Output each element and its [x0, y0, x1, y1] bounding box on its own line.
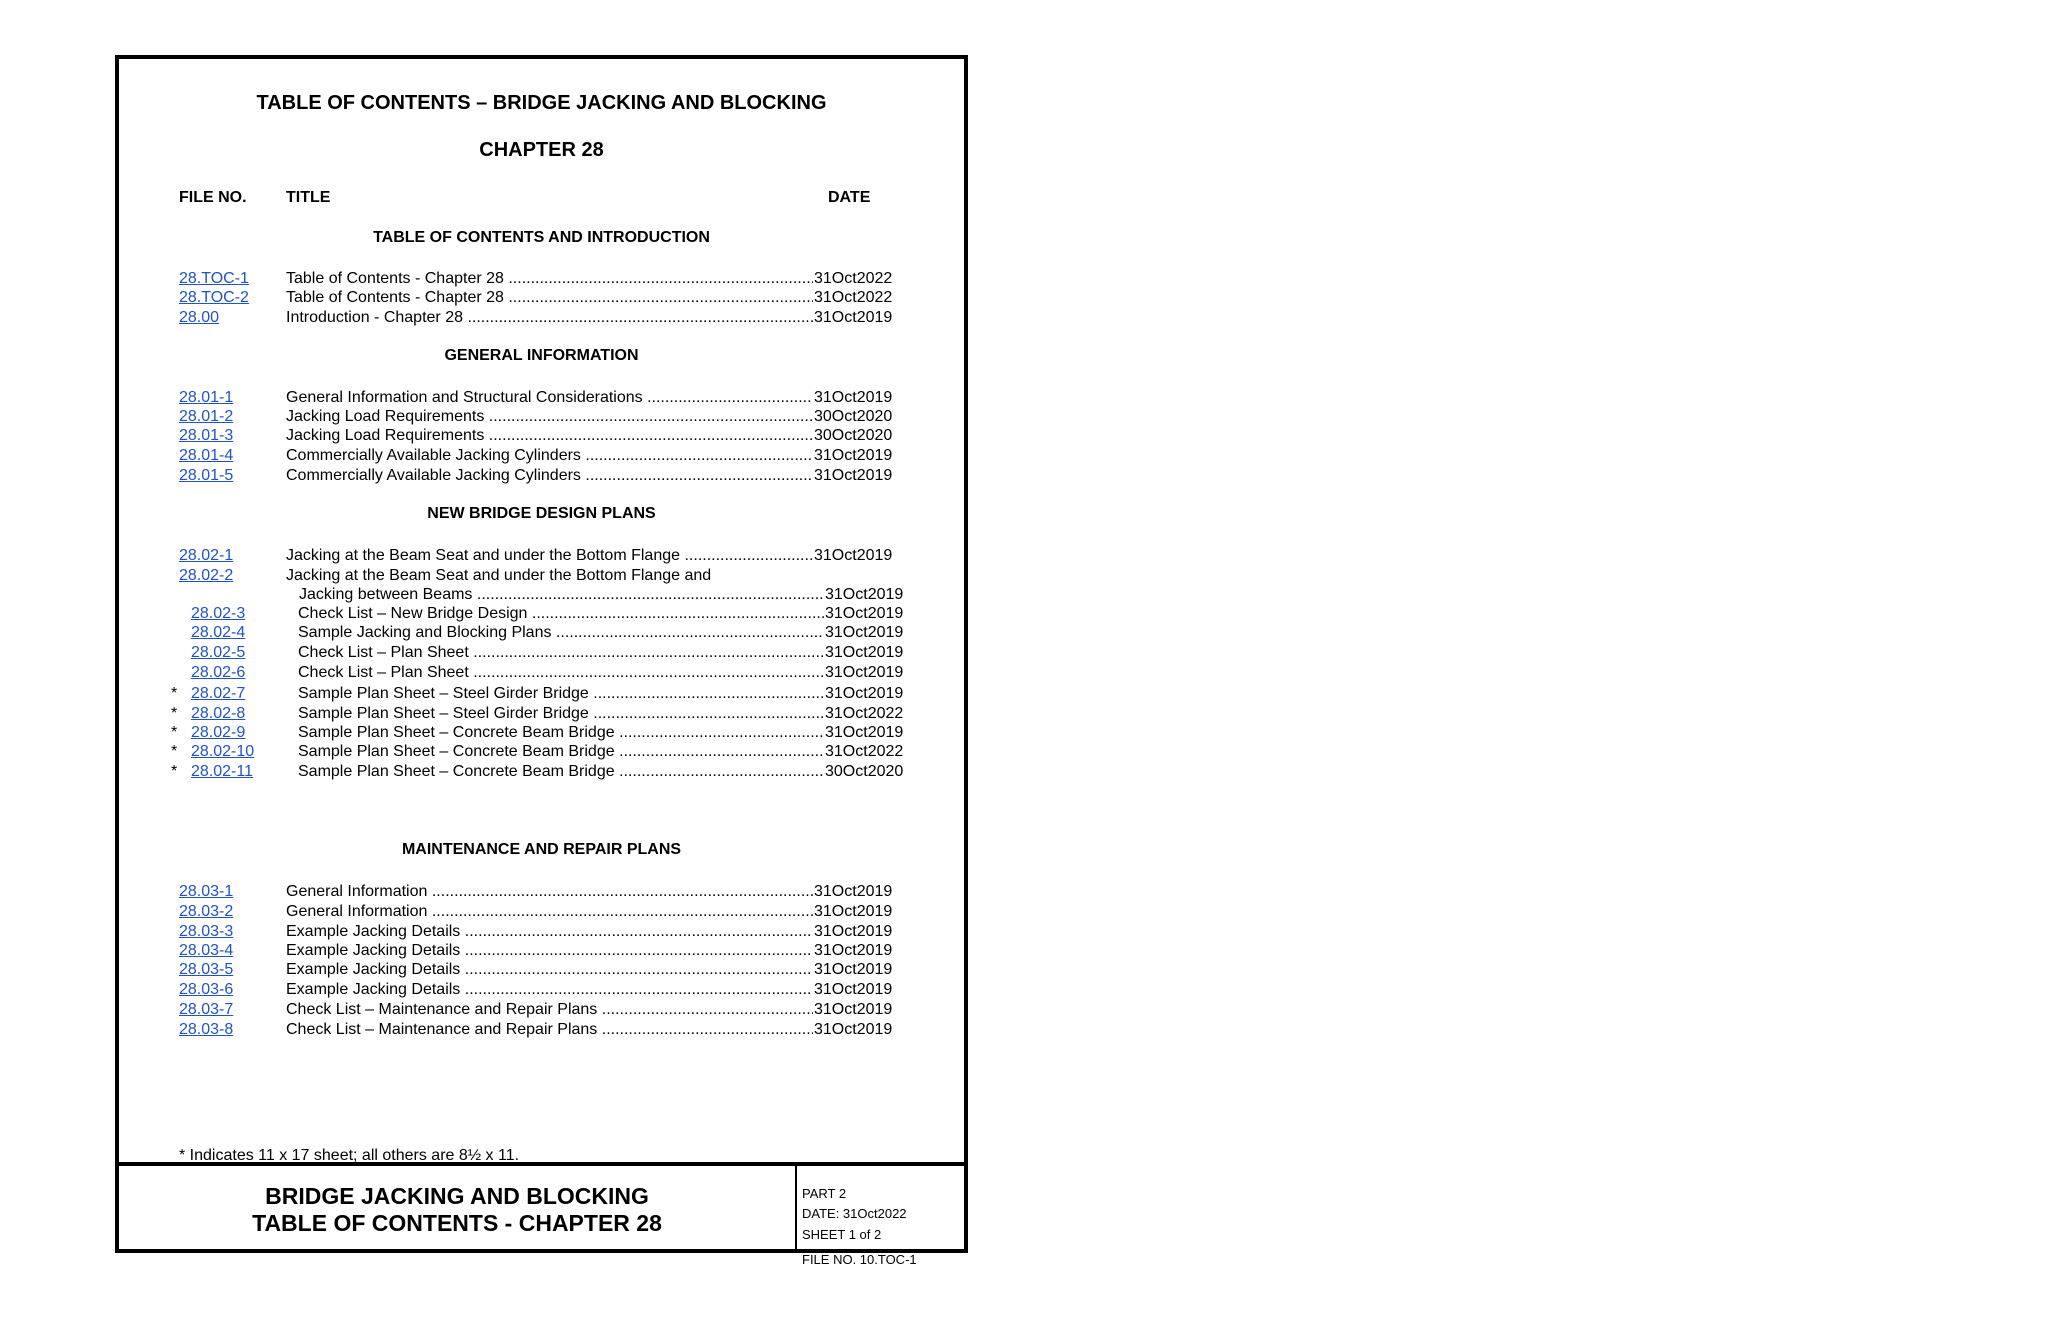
entry-date: 31Oct2022 — [825, 705, 904, 722]
section-heading-toc: TABLE OF CONTENTS AND INTRODUCTION — [373, 229, 710, 246]
entry-date: 31Oct2019 — [814, 1021, 893, 1038]
entry-date: 31Oct2019 — [814, 903, 893, 920]
toc-row — [119, 902, 964, 921]
entry-date: 31Oct2019 — [814, 942, 893, 959]
entry-title: Example Jacking Details ..... — [286, 922, 813, 941]
toc-row — [119, 388, 964, 407]
entry-date: 31Oct2022 — [814, 289, 893, 306]
file-number-link[interactable]: 28.01-3 — [179, 427, 234, 444]
entry-title: Check List – Plan Sheet ..... — [298, 643, 824, 662]
entry-date: 31Oct2019 — [814, 1001, 893, 1018]
entry-date: 31Oct2019 — [814, 923, 893, 940]
file-number-link[interactable]: 28.03-2 — [179, 903, 234, 920]
toc-row — [119, 882, 964, 901]
oversize-sheet-marker: * — [171, 724, 178, 741]
entry-title: Jacking Load Requirements ..... — [286, 407, 813, 426]
file-number-link[interactable]: 28.03-1 — [179, 883, 234, 900]
toc-row — [119, 269, 964, 288]
title-block-file-no: FILE NO. 10.TOC-1 — [802, 1252, 917, 1267]
file-number-link[interactable]: 28.02-10 — [191, 743, 255, 760]
file-number-link[interactable]: 28.03-7 — [179, 1001, 234, 1018]
entry-date: 31Oct2019 — [814, 883, 893, 900]
toc-row — [119, 643, 964, 662]
toc-row — [119, 288, 964, 307]
toc-row — [119, 762, 964, 781]
toc-row-continuation — [119, 585, 964, 604]
file-number-link[interactable]: 28.02-5 — [191, 644, 246, 661]
entry-date: 31Oct2019 — [814, 389, 893, 406]
toc-row — [119, 922, 964, 941]
entry-title: Sample Plan Sheet – Concrete Beam Bridge ..... — [298, 762, 824, 781]
toc-row — [119, 407, 964, 426]
entry-date: 30Oct2020 — [814, 408, 893, 425]
entry-date: 31Oct2019 — [825, 724, 904, 741]
title-block-line-1: BRIDGE JACKING AND BLOCKING — [265, 1183, 649, 1209]
entry-title: General Information and Structural Considerations ..... — [286, 388, 813, 407]
entry-date: 31Oct2019 — [814, 467, 893, 484]
toc-row — [119, 941, 964, 960]
file-number-link[interactable]: 28.01-5 — [179, 467, 234, 484]
toc-row — [119, 684, 964, 703]
entry-title: Sample Jacking and Blocking Plans ..... — [298, 623, 824, 642]
entry-date: 31Oct2019 — [825, 685, 904, 702]
entry-title: Check List – New Bridge Design ..... — [298, 604, 824, 623]
entry-date: 31Oct2019 — [825, 664, 904, 681]
entry-date: 30Oct2020 — [814, 427, 893, 444]
toc-row — [119, 623, 964, 642]
title-block-part: PART 2 — [802, 1186, 847, 1201]
chapter-heading: CHAPTER 28 — [479, 139, 604, 161]
entry-title: Introduction - Chapter 28 ..... — [286, 308, 813, 327]
entry-date: 31Oct2019 — [814, 981, 893, 998]
file-number-link[interactable]: 28.01-2 — [179, 408, 234, 425]
toc-row — [119, 308, 964, 327]
entry-date: 31Oct2022 — [814, 270, 893, 287]
document-title: TABLE OF CONTENTS – BRIDGE JACKING AND BLOCKING — [256, 92, 827, 114]
entry-title: Check List – Maintenance and Repair Plans ..... — [286, 1000, 813, 1019]
file-number-link[interactable]: 28.02-9 — [191, 724, 246, 741]
file-number-link[interactable]: 28.02-7 — [191, 685, 246, 702]
file-number-link[interactable]: 28.03-8 — [179, 1021, 234, 1038]
column-header-title: TITLE — [286, 189, 331, 206]
entry-date: 31Oct2022 — [825, 743, 904, 760]
file-number-link[interactable]: 28.02-1 — [179, 547, 234, 564]
toc-row — [119, 466, 964, 485]
file-number-link[interactable]: 28.02-11 — [191, 763, 253, 780]
oversize-sheet-marker: * — [171, 705, 178, 722]
toc-row — [119, 980, 964, 999]
entry-title: General Information ..... — [286, 882, 813, 901]
footnote: * Indicates 11 x 17 sheet; all others are 8½ x 11. — [179, 1147, 520, 1164]
entry-title: Commercially Available Jacking Cylinders ..... — [286, 466, 813, 485]
entry-title: Sample Plan Sheet – Steel Girder Bridge ..... — [298, 684, 824, 703]
title-block-sheet: SHEET 1 of 2 — [802, 1227, 882, 1242]
entry-title-continuation: Jacking between Beams ..... — [299, 585, 824, 604]
section-heading-new-bridge: NEW BRIDGE DESIGN PLANS — [427, 505, 656, 522]
entry-title: Table of Contents - Chapter 28 ..... — [286, 269, 813, 288]
entry-title: Table of Contents - Chapter 28 ..... — [286, 288, 813, 307]
file-number-link[interactable]: 28.03-5 — [179, 961, 234, 978]
title-block-line-2: TABLE OF CONTENTS - CHAPTER 28 — [252, 1210, 662, 1236]
toc-row — [119, 546, 964, 565]
toc-row — [119, 663, 964, 682]
toc-row — [119, 566, 964, 585]
entry-title: Check List – Maintenance and Repair Plans ..... — [286, 1020, 813, 1039]
file-number-link[interactable]: 28.01-4 — [179, 447, 234, 464]
entry-date: 31Oct2019 — [825, 586, 904, 603]
entry-title: Jacking at the Beam Seat and under the Bottom Flange and — [286, 567, 712, 584]
entry-title: Example Jacking Details ..... — [286, 960, 813, 979]
entry-title: Commercially Available Jacking Cylinders ..... — [286, 446, 813, 465]
entry-date: 31Oct2019 — [814, 961, 893, 978]
toc-row — [119, 604, 964, 623]
file-number-link[interactable]: 28.TOC-2 — [179, 289, 249, 306]
section-heading-general: GENERAL INFORMATION — [444, 347, 639, 364]
toc-row — [119, 426, 964, 445]
entry-date: 30Oct2020 — [825, 763, 904, 780]
entry-date: 31Oct2019 — [814, 447, 893, 464]
toc-row — [119, 1020, 964, 1039]
entry-title: General Information ..... — [286, 902, 813, 921]
toc-row — [119, 960, 964, 979]
entry-title: Example Jacking Details ..... — [286, 941, 813, 960]
file-number-link[interactable]: 28.01-1 — [179, 389, 234, 406]
column-header-file-no: FILE NO. — [179, 189, 247, 206]
oversize-sheet-marker: * — [171, 763, 178, 780]
entry-date: 31Oct2019 — [814, 309, 893, 326]
file-number-link[interactable]: 28.03-6 — [179, 981, 234, 998]
toc-row — [119, 1000, 964, 1019]
file-number-link[interactable]: 28.03-3 — [179, 923, 234, 940]
file-number-link[interactable]: 28.02-2 — [179, 567, 234, 584]
file-number-link[interactable]: 28.02-8 — [191, 705, 246, 722]
file-number-link[interactable]: 28.02-3 — [191, 605, 246, 622]
entry-date: 31Oct2019 — [825, 605, 904, 622]
section-heading-maintenance: MAINTENANCE AND REPAIR PLANS — [401, 841, 682, 858]
entry-title: Sample Plan Sheet – Steel Girder Bridge ..... — [298, 704, 824, 723]
toc-row — [119, 704, 964, 723]
entry-title: Sample Plan Sheet – Concrete Beam Bridge ..... — [298, 742, 824, 761]
entry-title: Check List – Plan Sheet ..... — [298, 663, 824, 682]
entry-date: 31Oct2019 — [825, 644, 904, 661]
title-block-divider — [119, 1162, 964, 1166]
file-number-link[interactable]: 28.00 — [179, 309, 220, 326]
file-number-link[interactable]: 28.02-6 — [191, 664, 246, 681]
entry-date: 31Oct2019 — [814, 547, 893, 564]
oversize-sheet-marker: * — [171, 743, 178, 760]
entry-title: Sample Plan Sheet – Concrete Beam Bridge ..... — [298, 723, 824, 742]
column-header-date: DATE — [828, 189, 871, 206]
toc-row — [119, 446, 964, 465]
file-number-link[interactable]: 28.TOC-1 — [179, 270, 249, 287]
title-block-date: DATE: 31Oct2022 — [802, 1206, 907, 1221]
entry-title: Jacking at the Beam Seat and under the Bottom Flange ..... — [286, 546, 813, 565]
file-number-link[interactable]: 28.02-4 — [191, 624, 246, 641]
title-block-vertical-divider — [795, 1162, 797, 1249]
entry-date: 31Oct2019 — [825, 624, 904, 641]
file-number-link[interactable]: 28.03-4 — [179, 942, 234, 959]
toc-row — [119, 742, 964, 761]
oversize-sheet-marker: * — [171, 685, 178, 702]
entry-title: Jacking Load Requirements ..... — [286, 426, 813, 445]
document-sheet — [115, 55, 968, 1267]
toc-row — [119, 723, 964, 742]
entry-title: Example Jacking Details ..... — [286, 980, 813, 999]
